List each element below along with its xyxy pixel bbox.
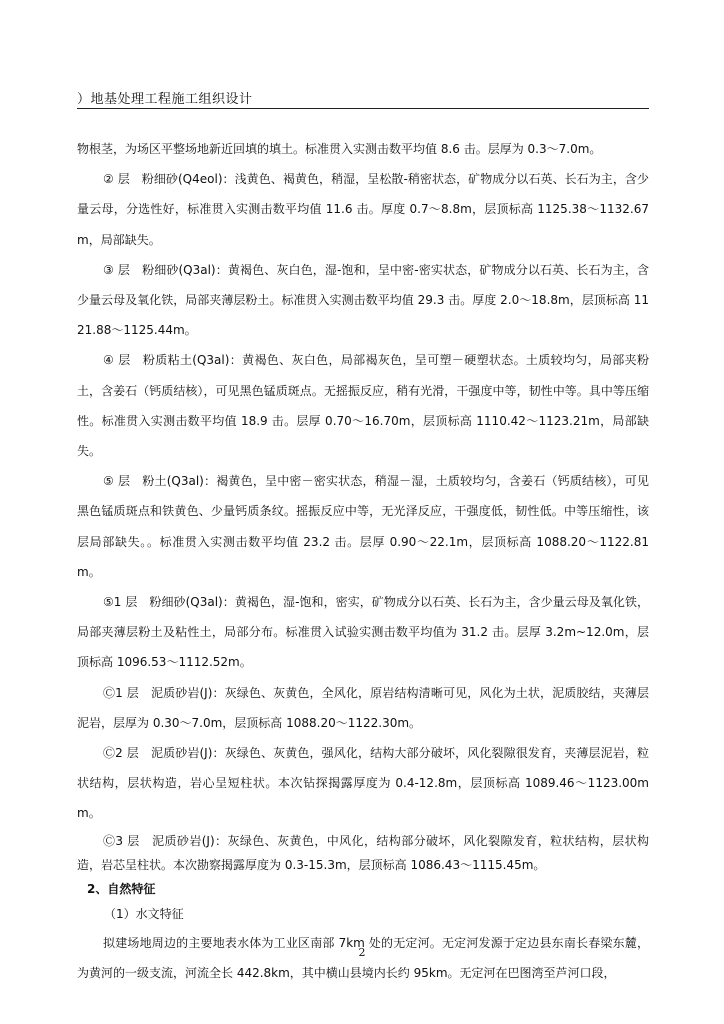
header-divider	[77, 108, 649, 109]
section-heading-natural: 2、自然特征	[87, 881, 156, 896]
paragraph-hydrology: 拟建场地周边的主要地表水体为工业区南部 7km 处的无定河。无定河发源于定边县东南长春梁东麓，为黄河的一级支流，河流全长 442.8km，其中横山县境内长约 95km。无定河在巴图湾至芦河口段，	[77, 935, 649, 980]
paragraph-layer-2: ② 层 粉细砂(Q4eol)：浅黄色、褐黄色，稍湿，呈松散-稍密状态，矿物成分以石英、长石为主，含少量云母，分选性好，标准贯入实测击数平均值 11.6 击。厚度 0.7～8.8m，层顶标高 1125.38～1132.67m，局部缺失。	[77, 172, 649, 247]
paragraph-layer-c2: Ⓒ2 层 泥质砂岩(J)：灰绿色、灰黄色，强风化，结构大部分破坏，风化裂隙很发育，夹薄层泥岩，粒状结构，层状构造，岩心呈短柱状。本次钻探揭露厚度为 0.4-12.8m，层顶标高 1089.46～1123.00mm。	[77, 746, 649, 821]
page-number: 2	[358, 946, 366, 959]
document-body	[77, 134, 649, 988]
subsection-heading-hydrology: （1）水文特征	[104, 906, 184, 921]
paragraph-layer-5-1: ⑤1 层 粉细砂(Q3al)：黄褐色，湿-饱和，密实，矿物成分以石英、长石为主，含少量云母及氧化铁，局部夹薄层粉土及粘性土，局部分布。标准贯入试验实测击数平均值为 31.2 击。层厚 3.2m~12.0m，层顶标高 1096.53～1112.52m。	[77, 595, 649, 670]
paragraph-layer-4: ④ 层 粉质粘土(Q3al)：黄褐色、灰白色，局部褐灰色，呈可塑－硬塑状态。土质较均匀，局部夹粉土，含姜石（钙质结核），可见黑色锰质斑点。无摇振反应，稍有光滑，干强度中等，韧性中等。具中等压缩性。标准贯入实测击数平均值 18.9 击。层厚 0.70～16.70m，层顶标高 1110.42～1123.21m，局部缺失。	[77, 353, 649, 459]
page-header-title: ）地基处理工程施工组织设计	[77, 92, 253, 107]
paragraph-fill-continued: 物根茎，为场区平整场地新近回填的填土。标准贯入实测击数平均值 8.6 击。层厚为 0.3～7.0m。	[77, 142, 602, 156]
paragraph-layer-c3: Ⓒ3 层 泥质砂岩(J)：灰绿色、灰黄色，中风化，结构部分破坏，风化裂隙发育，粒状结构，层状构造，岩芯呈柱状。本次勘察揭露厚度为 0.3-15.3m，层顶标高 1086.43～1115.45m。	[77, 833, 649, 872]
paragraph-layer-c1: Ⓒ1 层 泥质砂岩(J)：灰绿色、灰黄色，全风化，原岩结构清晰可见，风化为土状，泥质胶结，夹薄层泥岩，层厚为 0.30～7.0m，层顶标高 1088.20～1122.30m。	[77, 685, 649, 730]
paragraph-layer-3: ③ 层 粉细砂(Q3al)：黄褐色、灰白色，湿-饱和，呈中密-密实状态，矿物成分以石英、长石为主，含少量云母及氧化铁，局部夹薄层粉土。标准贯入实测击数平均值 29.3 击。厚度 2.0～18.8m，层顶标高 1121.88～1125.44m。	[77, 262, 649, 338]
paragraph-layer-5: ⑤ 层 粉土(Q3al)：褐黄色，呈中密－密实状态，稍湿－湿，土质较均匀，含姜石（钙质结核），可见黑色锰质斑点和铁黄色、少量钙质条纹。摇振反应中等，无光泽反应，干强度低，韧性低。中等压缩性，该层局部缺失。。标准贯入实测击数平均值 23.2 击。层厚 0.90～22.1m，层顶标高 1088.20～1122.81m。	[77, 474, 649, 579]
